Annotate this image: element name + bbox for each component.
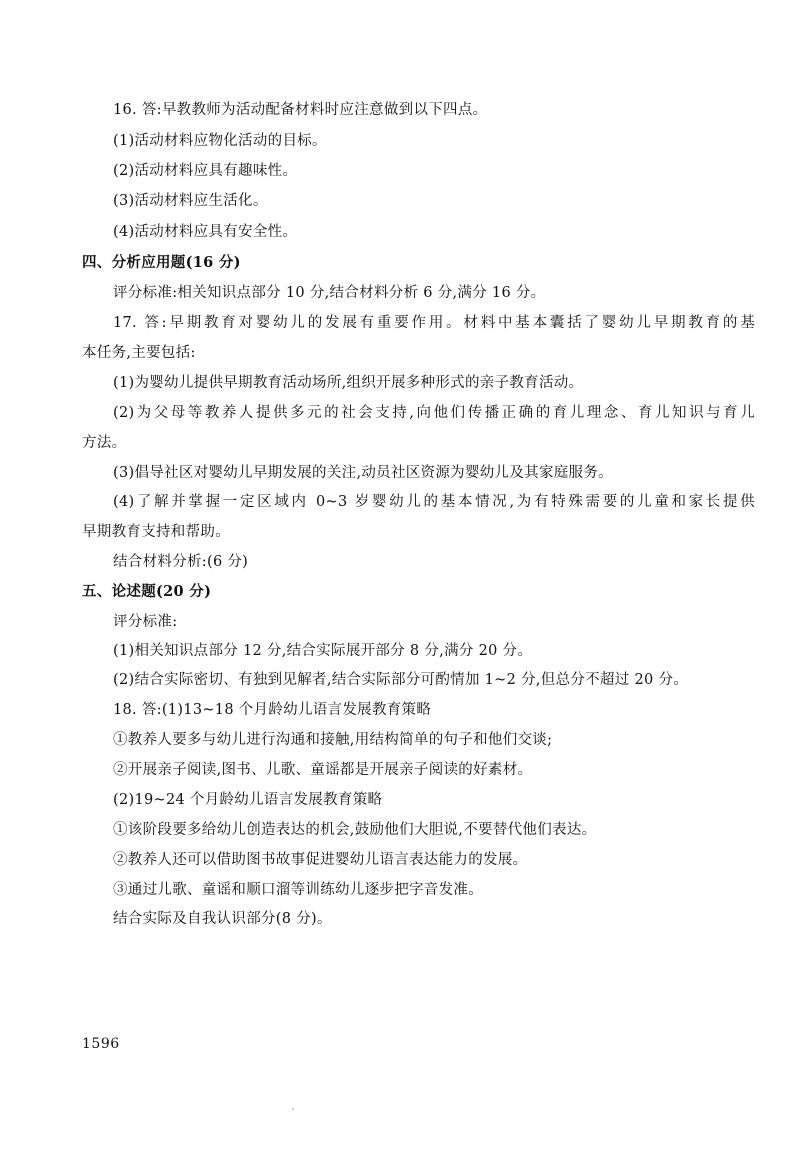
q16-point-4: (4)活动材料应具有安全性。 bbox=[113, 224, 298, 240]
q17-point-4-line-1: (4)了解并掌握一定区域内 0~3 岁婴幼儿的基本情况,为有特殊需要的儿童和家长提供 bbox=[113, 494, 755, 510]
q17-line-2: 本任务,主要包括: bbox=[82, 345, 196, 361]
q18-part-2-item-3: ③通过儿歌、童谣和顺口溜等训练幼儿逐步把字音发准。 bbox=[113, 882, 483, 898]
section-5-criteria-2: (2)结合实际密切、有独到见解者,结合实际部分可酌情加 1~2 分,但总分不超过 20 分。 bbox=[113, 672, 689, 688]
q16-title: 16. 答:早教教师为活动配备材料时应注意做到以下四点。 bbox=[113, 102, 488, 118]
q17-point-1: (1)为婴幼儿提供早期教育活动场所,组织开展多种形式的亲子教育活动。 bbox=[113, 375, 584, 391]
section-5-criteria-1: (1)相关知识点部分 12 分,结合实际展开部分 8 分,满分 20 分。 bbox=[113, 643, 533, 659]
q16-point-3: (3)活动材料应生活化。 bbox=[113, 193, 268, 209]
q18-part-1-title: 18. 答:(1)13~18 个月龄幼儿语言发展教育策略 bbox=[113, 702, 432, 718]
q17-analysis: 结合材料分析:(6 分) bbox=[113, 554, 249, 570]
q17-point-2-line-2: 方法。 bbox=[82, 435, 127, 451]
section-4-criteria: 评分标准:相关知识点部分 10 分,结合材料分析 6 分,满分 16 分。 bbox=[113, 285, 546, 301]
q18-part-1-item-1: ①教养人要多与幼儿进行沟通和接触,用结构简单的句子和他们交谈; bbox=[113, 732, 553, 748]
q16-point-1: (1)活动材料应物化活动的目标。 bbox=[113, 133, 327, 149]
q18-practice: 结合实际及自我认识部分(8 分)。 bbox=[113, 911, 332, 927]
q18-part-1-item-2: ②开展亲子阅读,图书、儿歌、童谣都是开展亲子阅读的好素材。 bbox=[113, 762, 533, 778]
page-number: 1596 bbox=[82, 1036, 120, 1052]
q18-part-2-item-1: ①该阶段要多给幼儿创造表达的机会,鼓励他们大胆说,不要替代他们表达。 bbox=[113, 822, 597, 838]
section-4-heading: 四、分析应用题(16 分) bbox=[82, 254, 241, 271]
q18-part-2-item-2: ②教养人还可以借助图书故事促进婴幼儿语言表达能力的发展。 bbox=[113, 852, 528, 868]
q17-line-1: 17. 答:早期教育对婴幼儿的发展有重要作用。材料中基本囊括了婴幼儿早期教育的基 bbox=[113, 315, 755, 331]
scan-speck bbox=[292, 1108, 294, 1110]
q16-point-2: (2)活动材料应具有趣味性。 bbox=[113, 163, 298, 179]
q18-part-2-title: (2)19~24 个月龄幼儿语言发展教育策略 bbox=[113, 792, 383, 808]
section-5-heading: 五、论述题(20 分) bbox=[82, 583, 212, 600]
q17-point-4-line-2: 早期教育支持和帮助。 bbox=[82, 524, 230, 540]
q17-point-2-line-1: (2)为父母等教养人提供多元的社会支持,向他们传播正确的育儿理念、育儿知识与育儿 bbox=[113, 405, 755, 421]
section-5-criteria-label: 评分标准: bbox=[113, 614, 178, 630]
q17-point-3: (3)倡导社区对婴幼儿早期发展的关注,动员社区资源为婴幼儿及其家庭服务。 bbox=[113, 465, 613, 481]
